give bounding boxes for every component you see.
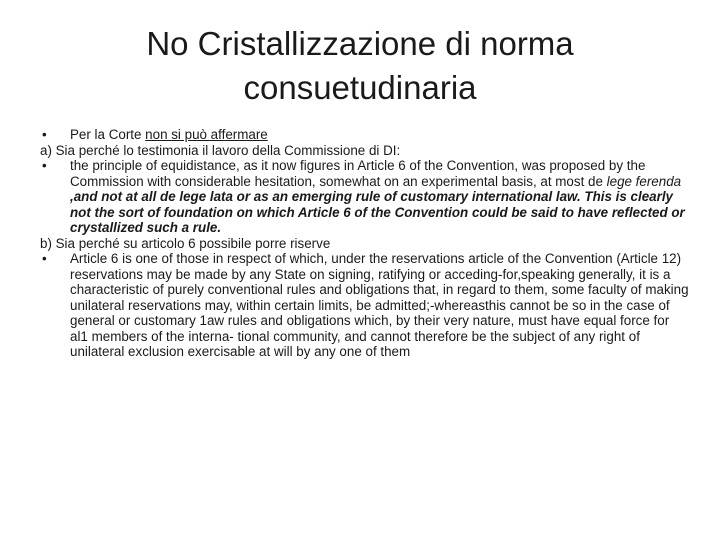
bullet-icon: •: [42, 251, 47, 266]
bullet-icon: •: [42, 127, 47, 142]
bullet-text: Article 6 is one of those in respect of which, under the reservations article of the Convention (Article 12) reservations may be made by any State on signing, ratifying or acceding-for,speaking generally, it is a characteristic of purely conventional rules and obligations that, in regard to them, some faculty of making unilateral reservations may, within certain limits, be admitted;-whereasthis cannot be so in the case of general or customary 1aw rules and obligations which, by their very nature, must have equal force for al1 members of the interna- tional community, and cannot therefore be the subject of any right of unilateral exclusion exercisable at will by any one of them: [70, 251, 689, 359]
bullet-item-corte: [40, 127, 690, 143]
bullet-text: [70, 127, 690, 143]
slide-body: [40, 127, 690, 360]
bullet-item-article-6: [40, 251, 690, 360]
slide-title: No Cristallizzazione di norma consuetudinaria: [146, 25, 574, 106]
bullet-text: [70, 158, 690, 236]
quote-normal-text: the principle of equidistance, as it now figures in Article 6 of the Convention, was proposed by the Commission with considerable hesitation, somewhat on an experimental basis, at most de: [70, 158, 646, 189]
quote-italic-text: lege ferenda: [606, 173, 682, 189]
quote-bold-italic-text: ,and not at all de lege lata or as an emerging rule of customary international law. This is clearly not the sort of foundation on which Article 6 of the Convention could be said to have reflected or crystallized such a rule.: [70, 189, 685, 235]
underlined-text: non si può affermare: [145, 127, 268, 142]
point-a: a) Sia perché lo testimonia il lavoro della Commissione di DI:: [40, 142, 401, 158]
bullet-item-equidistance: [40, 158, 690, 236]
bullet-icon: •: [42, 158, 47, 173]
text-prefix: Per la Corte: [70, 127, 146, 142]
point-b: b) Sia perché su articolo 6 possibile porre riserve: [40, 235, 331, 251]
